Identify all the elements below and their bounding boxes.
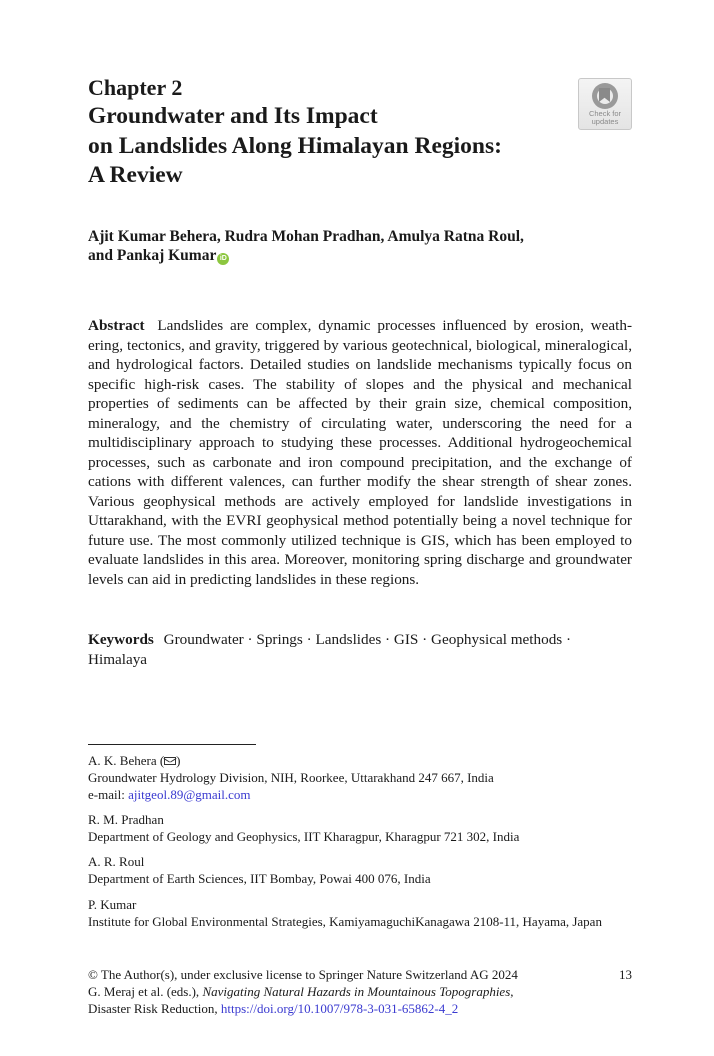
check-for-updates-button[interactable] — [578, 78, 632, 130]
keywords-label: Keywords — [88, 631, 154, 648]
affiliation-kumar — [88, 896, 608, 930]
citation-line — [88, 983, 634, 1000]
orcid-icon[interactable]: iD — [217, 253, 229, 265]
page-footer — [88, 966, 634, 1017]
affiliation-name-suffix: ) — [176, 753, 181, 768]
citation-punct: , — [510, 984, 514, 999]
affiliation-behera — [88, 752, 648, 803]
email-link[interactable]: ajitgeol.89@gmail.com — [128, 787, 251, 802]
check-for-updates-text: updates — [591, 117, 619, 126]
affiliation-address: Department of Earth Sciences, IIT Bombay, Powai 400 076, India — [88, 871, 431, 886]
email-label: e-mail: — [88, 787, 129, 802]
chapter-title-line: on Landslides Along Himalayan Regions: — [88, 132, 502, 159]
author-list — [88, 227, 648, 265]
footnote-divider — [88, 744, 256, 745]
affiliation-address: Department of Geology and Geophysics, IIT Kharagpur, Kharagpur 721 302, India — [88, 829, 520, 844]
doi-link[interactable]: https://doi.org/10.1007/978-3-031-65862-4_2 — [220, 1001, 459, 1016]
affiliation-name: A. R. Roul — [88, 854, 145, 869]
affiliation-address: Institute for Global Environmental Strategies, KamiyamaguchiKanagawa 2108-11, Hayama, Japan — [88, 914, 602, 929]
chapter-title-line: A Review — [88, 162, 183, 188]
affiliation-address: Groundwater Hydrology Division, NIH, Roorkee, Uttarakhand 247 667, India — [88, 770, 494, 785]
affiliation-name: R. M. Pradhan — [88, 812, 164, 827]
series-name: Disaster Risk Reduction, — [88, 1001, 221, 1016]
envelope-icon[interactable] — [164, 757, 176, 765]
affiliation-pradhan — [88, 811, 648, 845]
citation-editors: G. Meraj et al. (eds.), — [88, 984, 203, 999]
chapter-title — [88, 102, 568, 191]
affiliation-email — [88, 786, 648, 803]
keywords-text: Groundwater · Springs · Landslides · GIS · Geophysical methods · Himalaya — [88, 631, 572, 668]
keywords — [88, 630, 632, 669]
authors-line: Ajit Kumar Behera, Rudra Mohan Pradhan, Amulya Ratna Roul, — [88, 228, 524, 245]
series-line — [88, 1000, 634, 1017]
affiliation-roul — [88, 853, 648, 887]
page-number: 13 — [619, 967, 632, 982]
chapter-label: Chapter 2 — [88, 75, 183, 100]
check-for-updates-text: Check for — [588, 109, 622, 118]
abstract-text: Landslides are complex, dynamic processes influenced by erosion, weathering, tectonics, and gravity, triggered by various geotechnical, biological, mineralogical, and hydrological factors. Detailed studies on landslide mechanisms typically focus on specific high-risk cases. The stability of slopes and the physical and mechanical properties of sediments can be affected by their grain size, chemical composition, mineralogy, and the chemistry of circulating water, underscoring the need for a multidisciplinary approach to studying these processes. Additional hydrogeochemical processes, such as carbonate and iron compound precipitation, and the exchange of cations with different valences, can further modify the shear strength of shear zones. Various geophysical methods are actively employed for landslide investigations in Uttarakhand, with the EVRI geophysical method potentially being a novel technique for future use. The most commonly utilized technique is GIS, which has been employed to evaluate landslides in this area. Moreover, monitoring spring discharge and groundwater levels can aid in predicting landslides in these regions. — [88, 317, 632, 588]
chapter-title-line: Groundwater and Its Impact — [88, 103, 378, 129]
affiliation-name — [88, 752, 648, 769]
book-title: Navigating Natural Hazards in Mountainous Topographies — [202, 984, 511, 999]
check-for-updates-label — [579, 110, 631, 126]
copyright-line: © The Author(s), under exclusive license to Springer Nature Switzerland AG 2024 — [88, 967, 518, 982]
abstract-label: Abstract — [88, 317, 145, 334]
affiliation-name-text: A. K. Behera ( — [88, 753, 165, 768]
affiliation-name: P. Kumar — [88, 897, 137, 912]
authors-line: and Pankaj Kumar — [88, 247, 217, 264]
abstract — [88, 316, 632, 589]
